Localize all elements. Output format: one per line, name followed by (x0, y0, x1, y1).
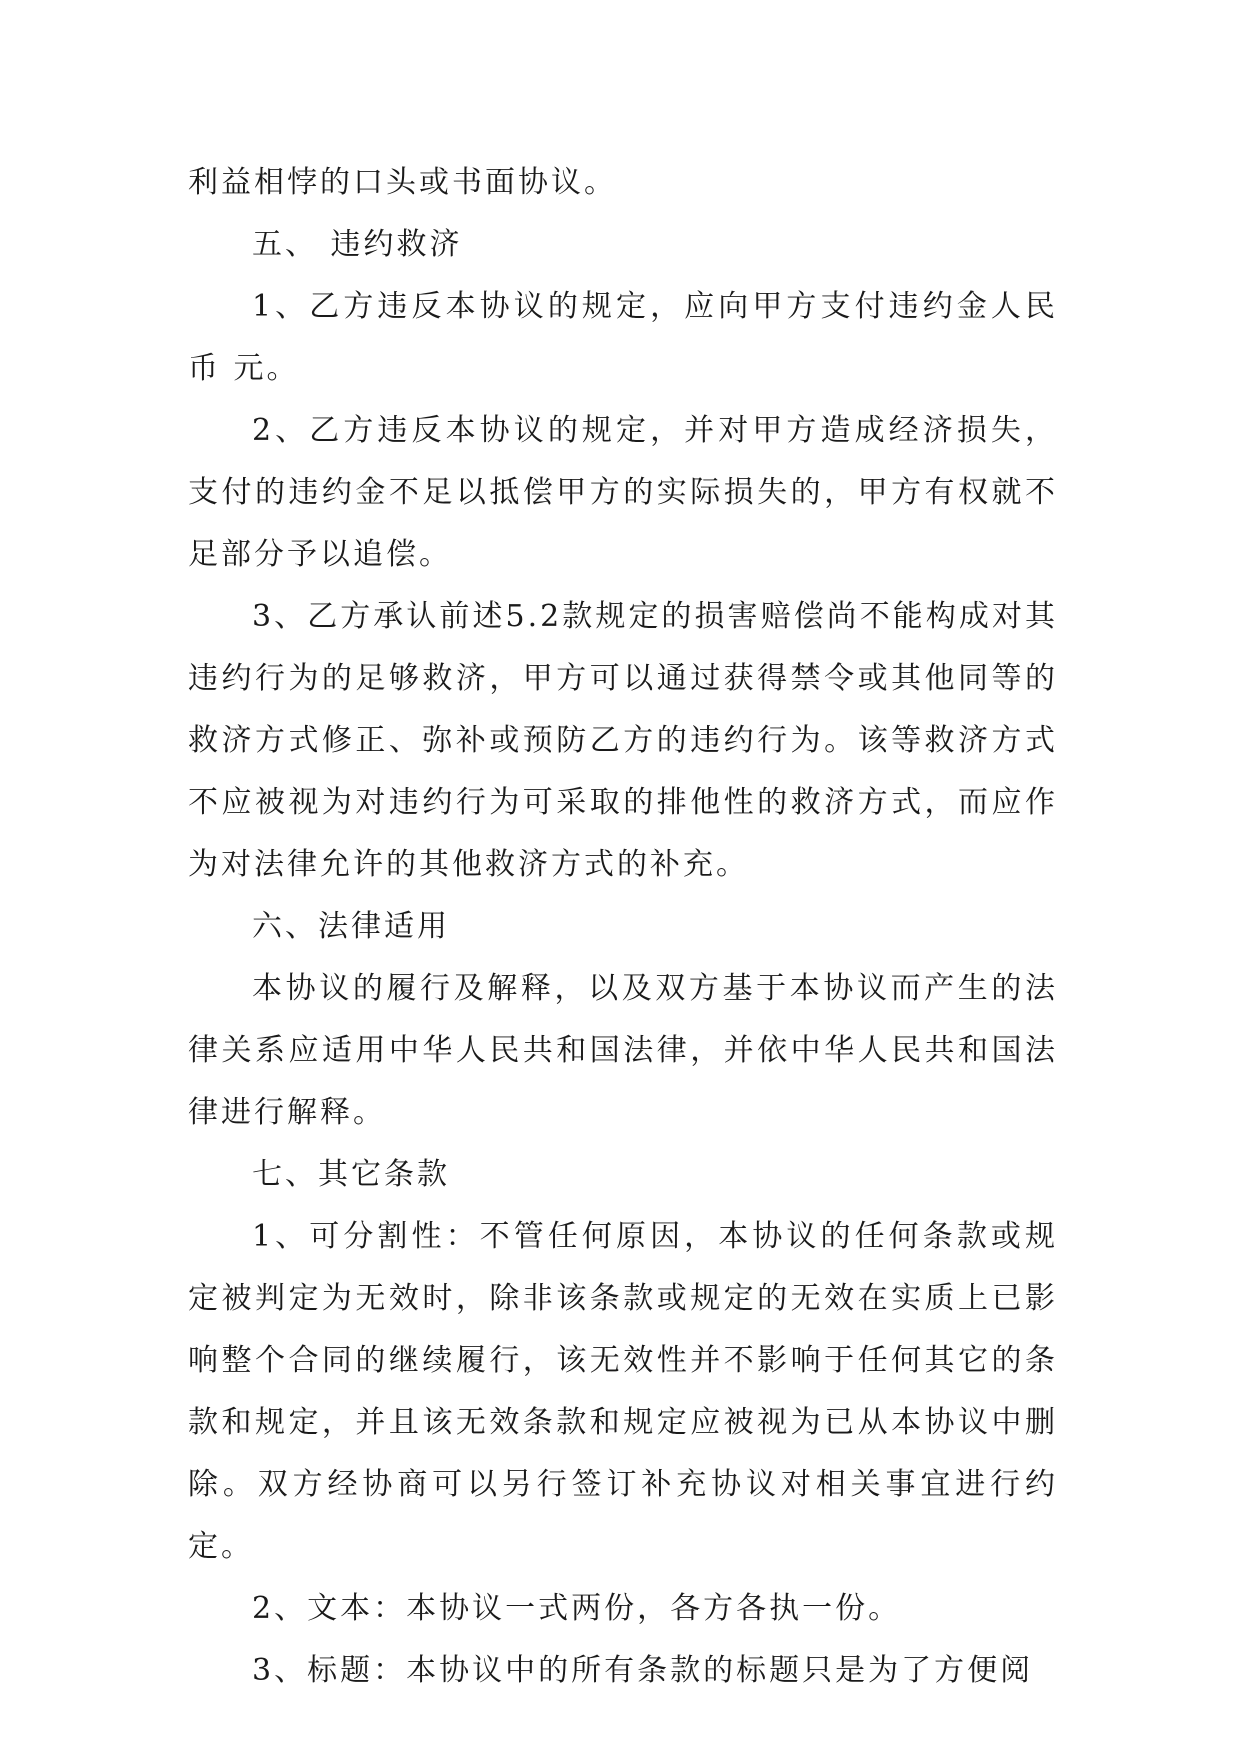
section-heading-breach-remedy: 五、 违约救济 (252, 227, 463, 262)
paragraph-clause-5-1: 1、乙方违反本协议的规定，应向甲方支付违约金人民币 元。 (188, 289, 1058, 386)
paragraph-clause-7-1: 1、可分割性：不管任何原因，本协议的任何条款或规定被判定为无效时，除非该条款或规定的无效在实质上已影响整个合同的继续履行，该无效性并不影响于任何其它的条款和规定，并且该无效条款和规定应被视为已从本协议中删除。双方经协商可以另行签订补充协议对相关事宜进行约定。 (188, 1219, 1058, 1564)
paragraph-clause-5-3: 3、乙方承认前述5.2款规定的损害赔偿尚不能构成对其违约行为的足够救济，甲方可以通过获得禁令或其他同等的救济方式修正、弥补或预防乙方的违约行为。该等救济方式不应被视为对违约行为可采取的排他性的救济方式，而应作为对法律允许的其他救济方式的补充。 (188, 599, 1058, 882)
document-body (188, 152, 1058, 1702)
paragraph-continuation: 利益相悖的口头或书面协议。 (188, 165, 617, 200)
paragraph-governing-law: 本协议的履行及解释，以及双方基于本协议而产生的法律关系应适用中华人民共和国法律，并依中华人民共和国法律进行解释。 (188, 971, 1058, 1130)
paragraph-clause-5-2: 2、乙方违反本协议的规定，并对甲方造成经济损失，支付的违约金不足以抵偿甲方的实际损失的，甲方有权就不足部分予以追偿。 (188, 413, 1058, 572)
section-heading-governing-law: 六、法律适用 (252, 909, 450, 944)
paragraph-clause-7-2: 2、文本：本协议一式两份，各方各执一份。 (252, 1591, 902, 1626)
section-heading-other-terms: 七、其它条款 (252, 1157, 450, 1192)
paragraph-clause-7-3: 3、标题：本协议中的所有条款的标题只是为了方便阅 (252, 1653, 1034, 1688)
